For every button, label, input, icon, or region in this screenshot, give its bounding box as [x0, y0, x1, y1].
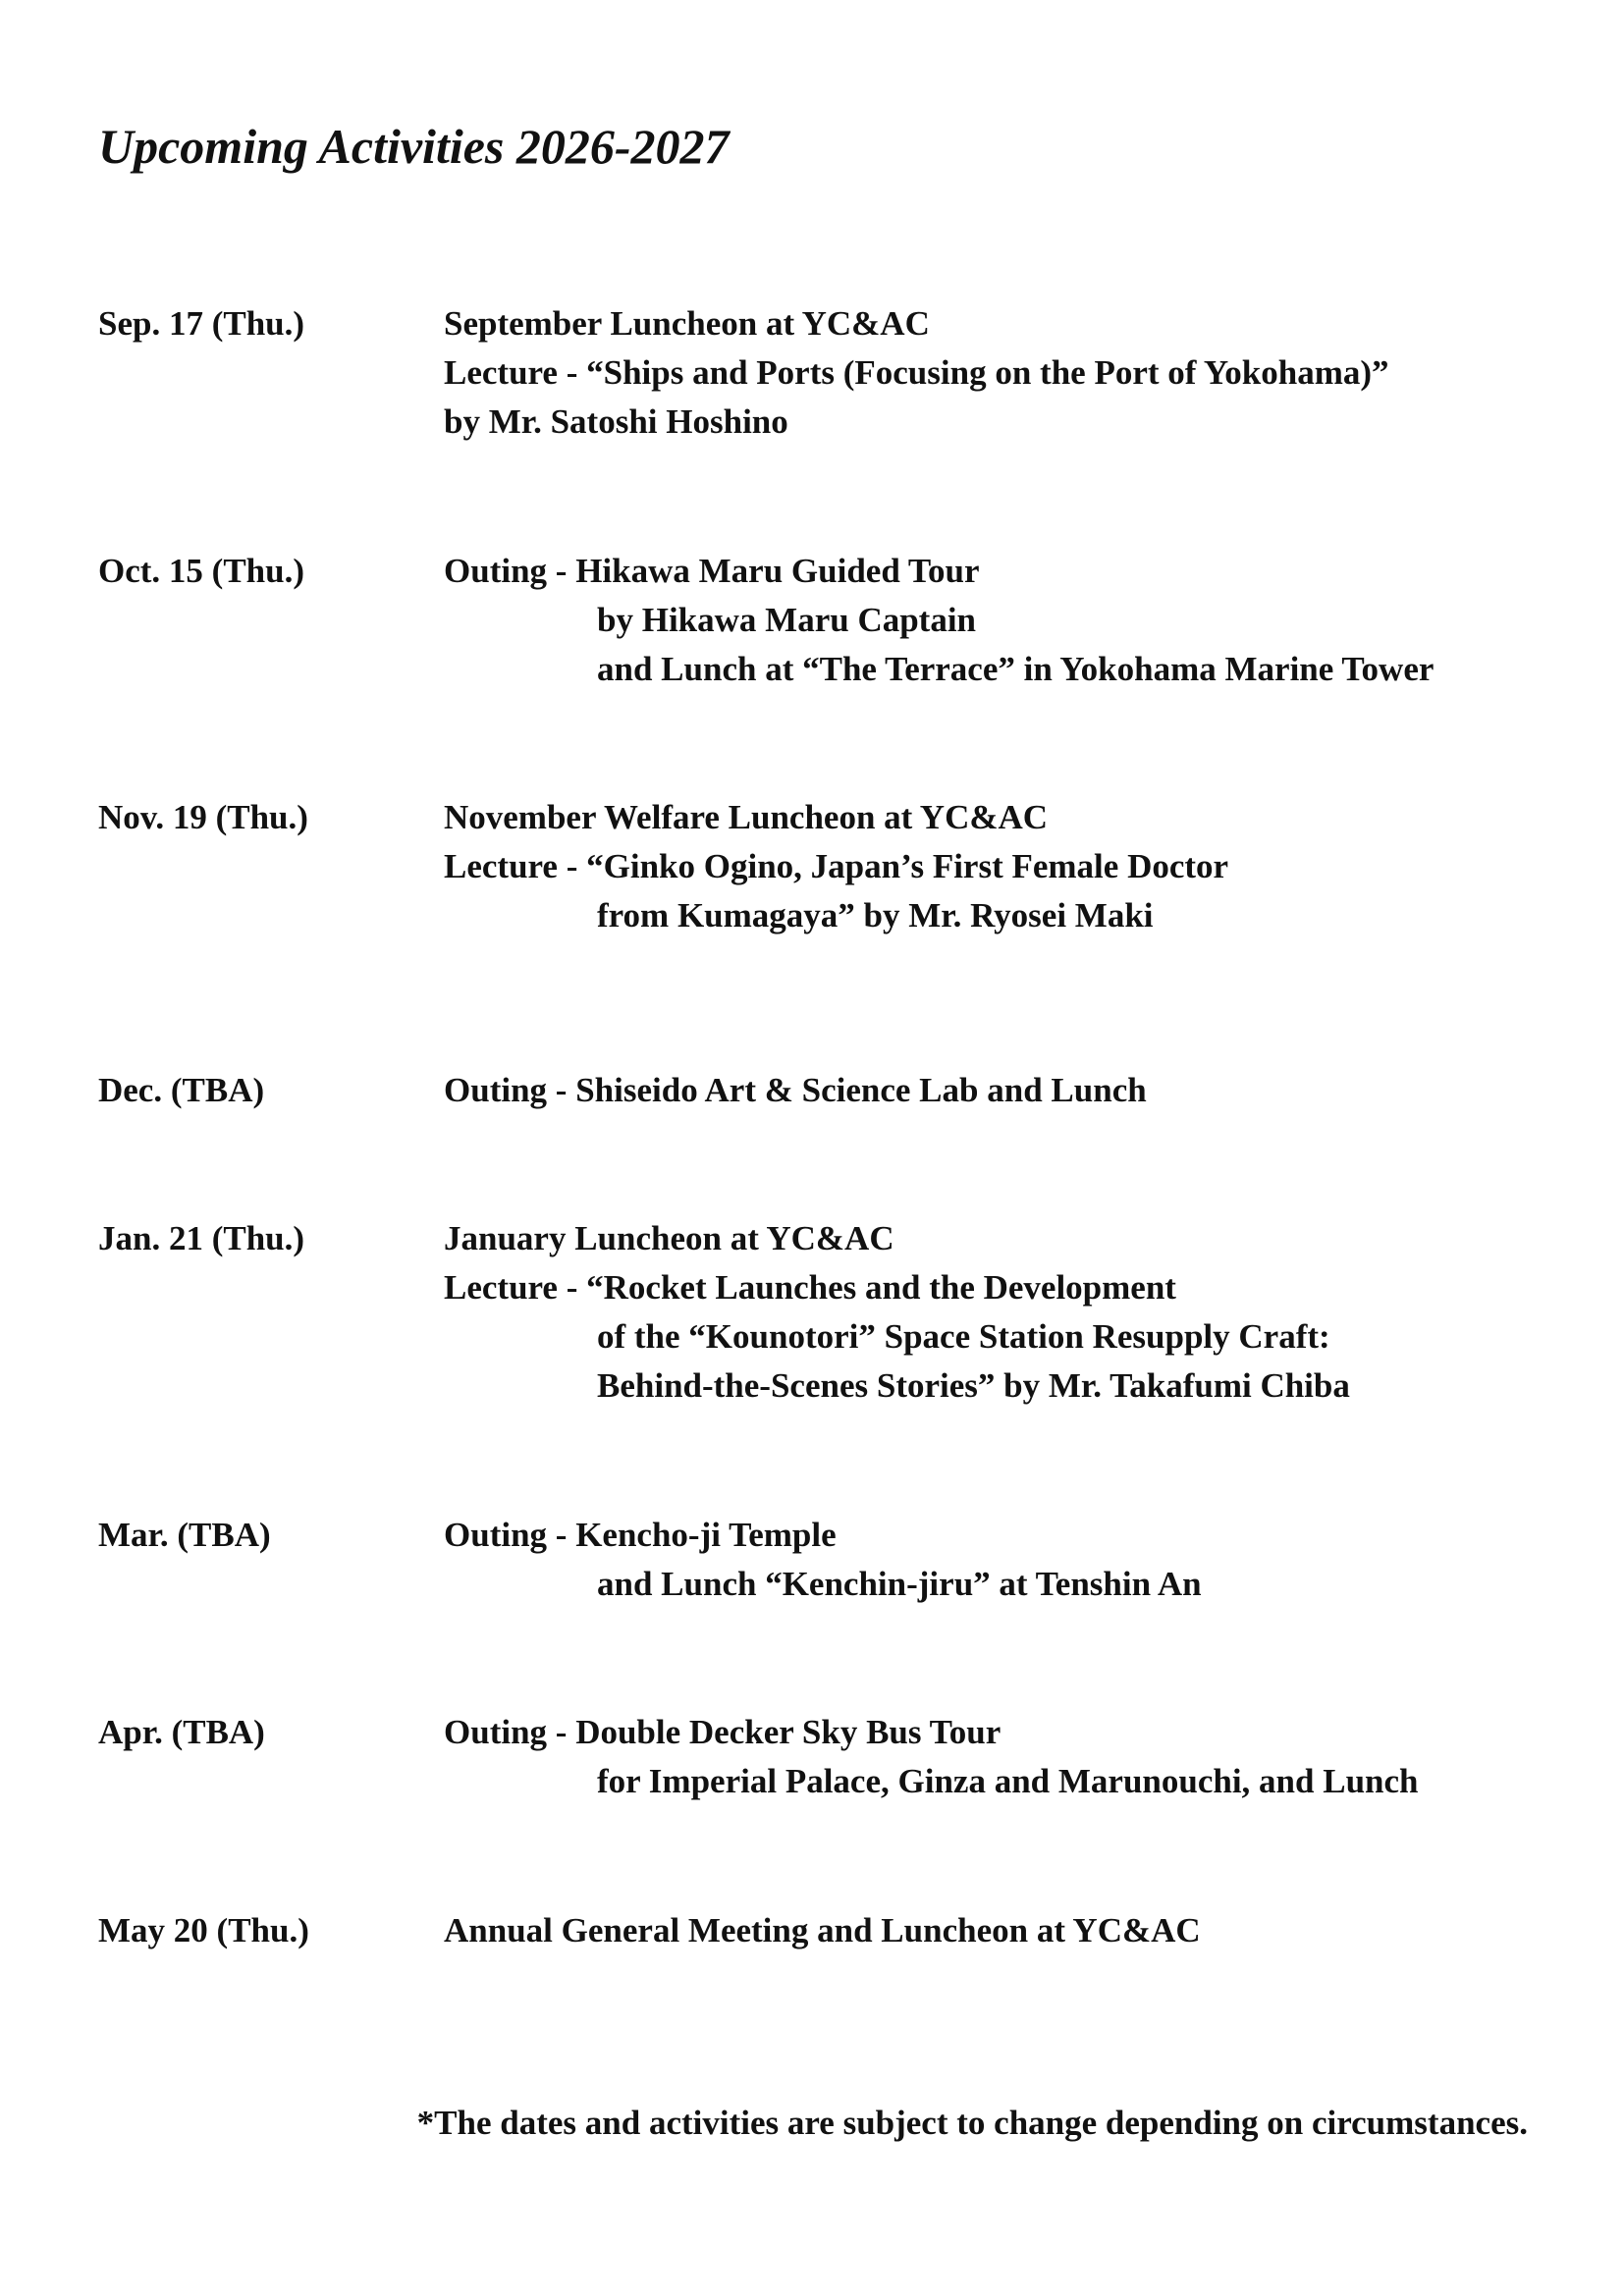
event-line: Lecture - “Ships and Ports (Focusing on the Port of Yokohama)” — [444, 353, 1389, 392]
event-line: of the “Kounotori” Space Station Resupply Craft: — [597, 1317, 1330, 1356]
event-line: Outing - Kencho-ji Temple — [444, 1516, 837, 1554]
event-date: Oct. 15 (Thu.) — [98, 552, 304, 590]
event-date: Sep. 17 (Thu.) — [98, 304, 305, 343]
event-line: Lecture - “Ginko Ogino, Japan’s First Female Doctor — [444, 847, 1229, 885]
event-line: Outing - Hikawa Maru Guided Tour — [444, 552, 980, 590]
event-date: Jan. 21 (Thu.) — [98, 1219, 305, 1257]
event-line: by Mr. Satoshi Hoshino — [444, 402, 788, 441]
event-details — [444, 1906, 1583, 1955]
event-line: November Welfare Luncheon at YC&AC — [444, 798, 1049, 836]
footnote: *The dates and activities are subject to change depending on circumstances. — [416, 2104, 1528, 2142]
event-line: Outing - Double Decker Sky Bus Tour — [444, 1713, 1001, 1751]
page-title: Upcoming Activities 2026-2027 — [98, 119, 730, 174]
event-details — [444, 299, 1583, 447]
event-date: Mar. (TBA) — [98, 1516, 271, 1554]
event-line: and Lunch at “The Terrace” in Yokohama Marine Tower — [597, 650, 1435, 688]
event-line: Behind-the-Scenes Stories” by Mr. Takafumi Chiba — [597, 1366, 1350, 1405]
event-line: Outing - Shiseido Art & Science Lab and Lunch — [444, 1071, 1147, 1109]
event-line: by Hikawa Maru Captain — [597, 601, 977, 639]
event-details — [444, 1511, 1583, 1609]
event-date: Apr. (TBA) — [98, 1713, 265, 1751]
event-line: from Kumagaya” by Mr. Ryosei Maki — [597, 896, 1154, 934]
event-date: Nov. 19 (Thu.) — [98, 798, 308, 836]
event-line: September Luncheon at YC&AC — [444, 304, 930, 343]
event-details — [444, 1708, 1583, 1806]
event-line: Annual General Meeting and Luncheon at YC&AC — [444, 1911, 1201, 1949]
event-line: Lecture - “Rocket Launches and the Development — [444, 1268, 1176, 1307]
event-date: May 20 (Thu.) — [98, 1911, 309, 1949]
event-line: January Luncheon at YC&AC — [444, 1219, 894, 1257]
event-details — [444, 1066, 1583, 1115]
event-line: and Lunch “Kenchin-jiru” at Tenshin An — [597, 1565, 1202, 1603]
event-details — [444, 547, 1583, 694]
event-date: Dec. (TBA) — [98, 1071, 265, 1109]
event-details — [444, 1214, 1583, 1411]
event-line: for Imperial Palace, Ginza and Marunouchi, and Lunch — [597, 1762, 1419, 1800]
event-details — [444, 793, 1583, 940]
